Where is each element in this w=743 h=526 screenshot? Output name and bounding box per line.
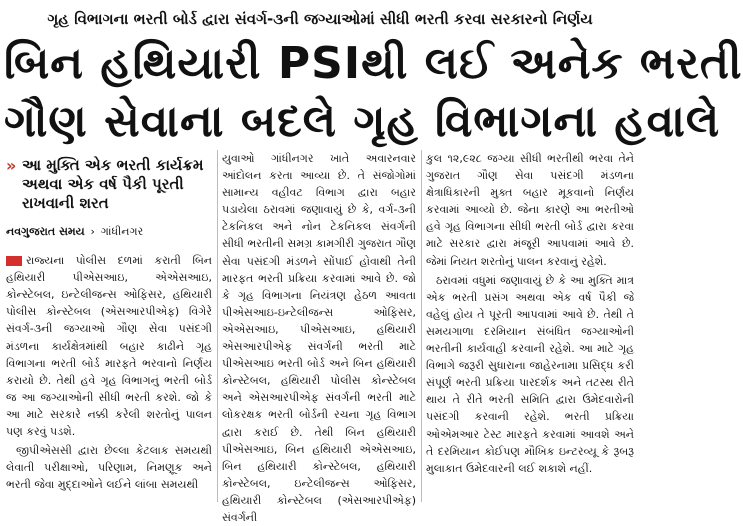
body-paragraph: ઠરાવમાં વધુમાં જણાવાયું છે કે આ મુક્તિ માત્ર એક ભરતી પ્રસંગ અથવા એક વર્ષ પૈકી જે વહેલું હોય તે પૂરતી આપવામાં આવે છે. તેથી તે સમયગાળા દરમિયાન સંબંધિત જગ્યાઓની ભરતીની કાર્યવાહી કરવાની રહેશે. આ માટે ગૃહ વિભાગે જરૂરી સુધારાના જાહેરનામા પ્રસિદ્ધ કરી સંપૂર્ણ ભરતી પ્રક્રિયા પારદર્શક અને તટસ્થ રીતે થાય તે રીતે ભરતી સમિતિ દ્વારા ઉમેદવારોની પસંદગી કરવાની રહેશે. ભરતી પ્રક્રિયા ઓએમઆર ટેસ્ટ મારફતે કરવામાં આવશે અને તે દરમિયાન કોઈપણ મૌખિક ઇન્ટરવ્યૂ કે રૂબરૂ મુલાકાત ઉમેદવારની લઈ શકાશે નહીં. [426,273,634,475]
kicker: ગૃહ વિભાગના ભરતી બોર્ડ દ્વારા સંવર્ગ-૩ની જગ્યાઓમાં સીધી ભરતી કરવા સરકારનો નિર્ણય [47,10,593,28]
body-paragraph: યુવાઓ ગાંધીનગર ખાતે અવારનવાર આંદોલન કરતા આવ્યા છે. તે સંજોગોમાં સામાન્ય વહીવટ વિભાગ દ્વારા બહાર પડાયેલા ઠરાવમાં જણાવાયું છે કે, વર્ગ-૩ની ટેકનિકલ અને નોન ટેકનિકલ સંવર્ગની સીધી ભરતીની સમગ્ર કામગીરી ગુજરાત ગૌણ સેવા પસંદગી મંડળને સોંપાઈ હોવાથી તેની મારફત ભરતી પ્રક્રિયા કરવામાં આવે છે. જો કે ગૃહ વિભાગના નિયંત્રણ હેઠળ આવતા પીએસઆઇ-ઇન્ટેલીજન્સ ઓફિસર, એએસઆઇ, પીએસઆઇ, હથિયારી એસઆરપીએફ સંવર્ગની ભરતી માટે પીએસઆઇ ભરતી બોર્ડ અને બિન હથિયારી કોન્સ્ટેબલ, હથિયારી પોલીસ કોન્સ્ટેબલ અને એસઆરપીએફ સંવર્ગની ભરતી માટે લોકરક્ષક ભરતી બોર્ડની રચના ગૃહ વિભાગ દ્વારા કરાઈ છે. તેથી બિન હથિયારી પીએસઆઇ, બિન હથિયારી એએસઆઇ, બિન હથિયારી કોન્સ્ટેબલ, હથિયારી કોન્સ્ટેબલ, ઇન્ટેલીજન્સ ઓફિસર, હથિયારી કોન્સ્ટેબલ (એસઆરપીએફ) સંવર્ગની [222,152,416,524]
headline-line-2: ગૌણ સેવાના બદલે ગૃહ વિભાગના હવાલે [4,96,721,147]
byline-source: નવગુજરાત સમય [6,225,85,238]
column-1 [6,150,212,502]
column-divider [217,150,218,502]
byline-place: ગાંધીનગર [100,225,144,238]
deck [6,156,212,213]
byline [6,223,212,240]
column-divider [421,150,422,502]
body-paragraph: જીપીએસસી દ્વારા છેલ્લા કેટલાક સમયથી લેવાતી પરીક્ષાઓ, પરિણામ, નિમણૂક અને ભરતી જેવા મુદ્દાઓને લઈને લાંબા સમયથી [6,444,212,492]
red-bar-icon [6,256,22,266]
column-3 [426,150,634,502]
deck-text: આ મુક્તિ એક ભરતી કાર્યક્રમ અથવા એક વર્ષ પૈકી પૂરતી રાખવાની શરત [22,156,204,212]
double-chevron-icon: » [6,156,17,175]
body-text: રાજ્યના પોલીસ દળમાં કરાતી બિન હથિયારી પીએસઆઇ, એએસઆઇ, કોન્સ્ટેબલ, ઇન્ટેલીજન્સ ઓફિસર, હથિયારી પોલીસ કોન્સ્ટેબલ (એસઆરપીએફ) વિગેરે સંવર્ગ-૩ની જગ્યાઓ ગૌણ સેવા પસંદગી મંડળના કાર્યક્ષેત્રમાંથી બહાર કાઢીને ગૃહ વિભાગના ભરતી બોર્ડ મારફતે ભરવાનો નિર્ણય કરાયો છે. તેથી હવે ગૃહ વિભાગનું ભરતી બોર્ડ જ આ જગ્યાઓની સીધી ભરતી કરશે. જો કે આ માટે સરકારે નક્કી કરેલી શરતોનું પાલન પણ કરવું પડશે. [6,254,212,439]
headline-line-1: બિન હથિયારી PSIથી લઈ અનેક ભરતી [4,38,743,89]
column-2 [222,150,416,524]
body-paragraph: કુલ ૧૨,૯૨૮ જગ્યા સીધી ભરતીથી ભરવા તેને ગુજરાત ગૌણ સેવા પસંદગી મંડળના ક્ષેત્રાધિકારની મુક્ત બહાર મૂકવાનો નિર્ણય કરવામાં આવ્યો છે. જેના કારણે આ ભરતીઓ હવે ગૃહ વિભાગના સીધી ભરતી બોર્ડ દ્વારા કરવા માટે સરકાર દ્વારા મંજૂરી આપવામાં આવે છે. જેમાં નિયત શરતોનું પાલન કરવાનું રહેશે. [426,152,634,268]
body-paragraph [6,252,212,440]
byline-separator: › [90,225,95,238]
